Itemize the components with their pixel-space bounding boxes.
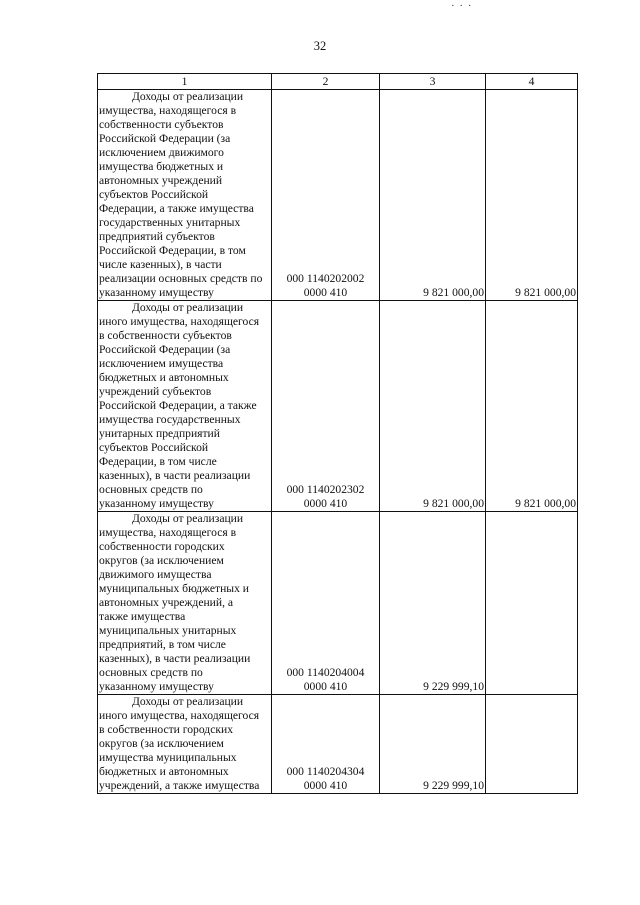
row-description: Доходы от реализации имущества, находящегося в собственности субъектов Российской Федерации (за исключением движимого имущества бюджетных и автономных учреждений субъектов Российской Федерации, а также имущества государственных унитарных предприятий субъектов Российской Федерации, в том числе казенных), в части реализации основных средств по указанному имуществу bbox=[99, 90, 263, 299]
table-row bbox=[98, 90, 578, 301]
row-description-cell bbox=[98, 301, 272, 512]
row-amount-col4 bbox=[486, 512, 578, 695]
row-amount-col3: 9 229 999,10 bbox=[380, 695, 486, 794]
row-description: Доходы от реализации иного имущества, находящегося в собственности субъектов Российской Федерации (за исключением имущества бюджетных и автономных учреждений субъектов Российской Федерации, а также имущества государственных унитарных предприятий субъектов Российской Федерации, в том числе казенных), в части реализации основных средств по указанному имуществу bbox=[99, 301, 260, 510]
table-row bbox=[98, 512, 578, 695]
table-row bbox=[98, 695, 578, 794]
row-code-cell bbox=[272, 301, 380, 512]
row-description-cell bbox=[98, 90, 272, 301]
row-code: 000 1140204304 0000 410 bbox=[286, 765, 365, 792]
column-header: 1 bbox=[98, 74, 272, 90]
column-header: 3 bbox=[380, 74, 486, 90]
row-code: 000 1140204004 0000 410 bbox=[286, 666, 365, 693]
row-description-cell bbox=[98, 695, 272, 794]
row-amount-col4: 9 821 000,00 bbox=[486, 301, 578, 512]
row-description-cell bbox=[98, 512, 272, 695]
row-description: Доходы от реализации имущества, находящегося в собственности городских округов (за исключением движимого имущества муниципальных бюджетных и автономных учреждений, а также имущества муниципальных унитарных предприятий, в том числе казенных), в части реализации основных средств по указанному имуществу bbox=[99, 512, 251, 693]
revenue-table bbox=[97, 73, 578, 794]
row-code: 000 1140202302 0000 410 bbox=[286, 483, 365, 510]
row-amount-col3: 9 821 000,00 bbox=[380, 301, 486, 512]
column-header: 2 bbox=[272, 74, 380, 90]
row-code-cell bbox=[272, 512, 380, 695]
table-row bbox=[98, 301, 578, 512]
row-amount-col3: 9 229 999,10 bbox=[380, 512, 486, 695]
row-code: 000 1140202002 0000 410 bbox=[286, 272, 365, 299]
row-description: Доходы от реализации иного имущества, находящегося в собственности городских округов (за исключением имущества муниципальных бюджетных и автономных учреждений, а также имущества bbox=[99, 695, 260, 792]
row-amount-col4: 9 821 000,00 bbox=[486, 90, 578, 301]
row-code-cell bbox=[272, 695, 380, 794]
row-code-cell bbox=[272, 90, 380, 301]
page-number: 32 bbox=[313, 39, 327, 53]
column-header: 4 bbox=[486, 74, 578, 90]
row-amount-col3: 9 821 000,00 bbox=[380, 90, 486, 301]
top-mark: · · · bbox=[451, 0, 473, 12]
row-amount-col4 bbox=[486, 695, 578, 794]
table-header-row bbox=[98, 74, 578, 90]
